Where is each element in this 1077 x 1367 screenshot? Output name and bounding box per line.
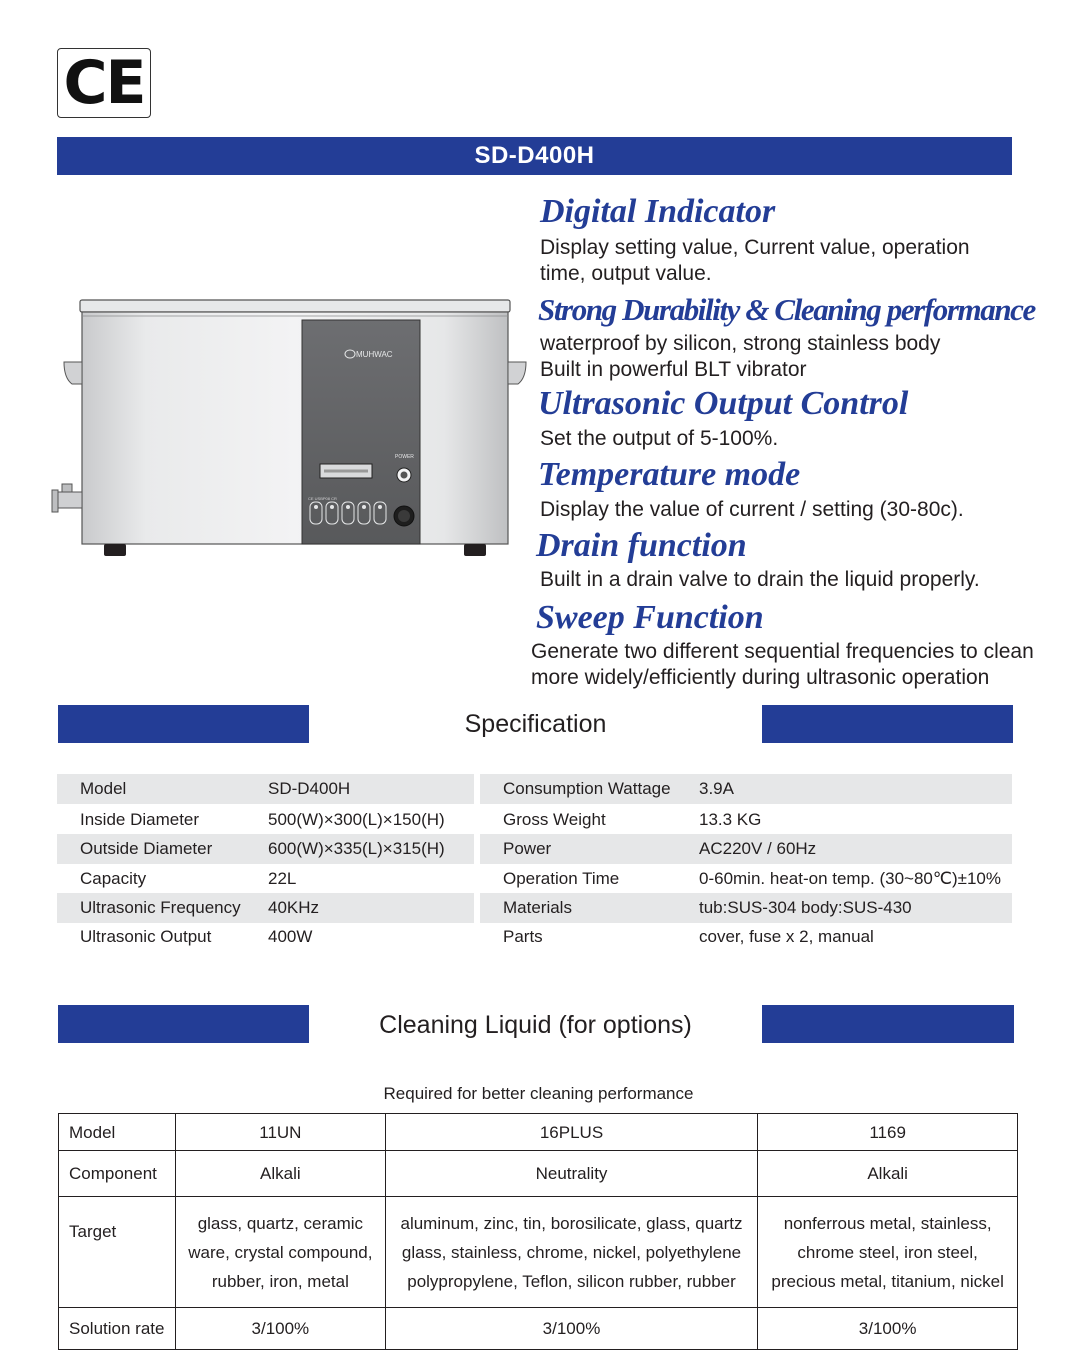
spec-row: [480, 864, 1012, 894]
feature-heading-durability: Strong Durability & Cleaning performance: [538, 292, 1035, 327]
table-cell: Alkali: [175, 1151, 385, 1197]
feature-text-line: Generate two different sequential frequencies to clean: [531, 640, 1034, 663]
spec-key: Materials: [503, 898, 572, 917]
spec-key: Parts: [503, 927, 543, 946]
model-title-bar: [57, 137, 1012, 175]
table-cell: Alkali: [758, 1151, 1018, 1197]
ce-mark-logo: [57, 48, 151, 118]
spec-value: 600(W)×335(L)×315(H): [268, 839, 445, 858]
spec-value: 40KHz: [268, 898, 320, 917]
spec-value: 3.9A: [699, 779, 734, 798]
spec-row: [480, 893, 1012, 923]
spec-key: Ultrasonic Output: [80, 927, 212, 946]
cell-line: chrome steel, iron steel,: [797, 1242, 978, 1262]
spec-header-bar-right: [762, 705, 1013, 743]
table-cell: 11UN: [175, 1114, 385, 1151]
table-cell: [758, 1197, 1018, 1308]
spec-section-title: Specification: [464, 710, 607, 738]
spec-row: [57, 893, 474, 923]
table-cell: Neutrality: [385, 1151, 758, 1197]
spec-row: [57, 864, 474, 894]
feature-heading-output-control: Ultrasonic Output Control: [538, 385, 909, 422]
brand-text: MUHWAC: [356, 350, 393, 359]
spec-key: Capacity: [80, 869, 147, 888]
feature-heading-drain-function: Drain function: [536, 527, 747, 564]
feature-text-line: Built in powerful BLT vibrator: [540, 358, 807, 381]
feature-text-line: Set the output of 5-100%.: [540, 427, 779, 450]
feature-heading-digital-indicator: Digital Indicator: [540, 193, 776, 230]
spec-value: 0-60min. heat-on temp. (30~80℃)±10%: [699, 869, 1001, 888]
ultrasonic-cleaner-illustration: [48, 292, 530, 560]
cell-line: rubber, iron, metal: [211, 1271, 349, 1291]
table-cell: [175, 1197, 385, 1308]
feature-text-line: Display the value of current / setting (30-80c).: [540, 498, 964, 521]
feature-text-line: waterproof by silicon, strong stainless body: [540, 332, 941, 355]
spec-key: Ultrasonic Frequency: [80, 898, 241, 917]
table-cell: 16PLUS: [385, 1114, 758, 1151]
table-row: [59, 1197, 1018, 1308]
spec-key: Consumption Wattage: [503, 779, 671, 798]
model-title: SD-D400H: [474, 142, 595, 169]
spec-row: [480, 922, 1012, 952]
cell-line: nonferrous metal, stainless,: [783, 1213, 992, 1233]
table-cell: [385, 1197, 758, 1308]
spec-value: 400W: [268, 927, 313, 946]
cell-line: precious metal, titanium, nickel: [771, 1271, 1004, 1291]
table-cell: 3/100%: [758, 1308, 1018, 1350]
row-label: Target: [59, 1197, 176, 1308]
cell-line: ware, crystal compound,: [188, 1242, 373, 1262]
liquid-section-title: Cleaning Liquid (for options): [379, 1011, 692, 1039]
spec-value: 13.3 KG: [699, 810, 762, 829]
spec-row: [480, 805, 1012, 835]
spec-value: AC220V / 60Hz: [699, 839, 817, 858]
cleaning-liquid-table: [58, 1113, 1018, 1350]
liquid-header-bar-left: [58, 1005, 309, 1043]
spec-row: [57, 774, 474, 804]
spec-row: [57, 922, 474, 952]
spec-row: [57, 805, 474, 835]
feature-text-line: time, output value.: [540, 262, 712, 285]
feature-text-line: Built in a drain valve to drain the liquid properly.: [540, 568, 980, 591]
spec-value: cover, fuse x 2, manual: [699, 927, 874, 946]
spec-key: Model: [80, 779, 127, 798]
table-cell: 1169: [758, 1114, 1018, 1151]
liquid-caption: Required for better cleaning performance: [383, 1084, 694, 1103]
liquid-header-bar-right: [762, 1005, 1014, 1043]
cell-line: polypropylene, Teflon, silicon rubber, rubber: [407, 1271, 736, 1291]
spec-header-bar-left: [58, 705, 309, 743]
panel-small-text: CE USBP08 CR: [308, 496, 337, 501]
spec-key: Gross Weight: [503, 810, 606, 829]
power-label: POWER: [395, 454, 414, 460]
feature-text-line: Display setting value, Current value, operation: [540, 236, 970, 259]
table-row: [59, 1114, 1018, 1151]
table-cell: 3/100%: [175, 1308, 385, 1350]
spec-value: 22L: [268, 869, 297, 888]
spec-key: Inside Diameter: [80, 810, 200, 829]
feature-heading-temperature-mode: Temperature mode: [538, 456, 801, 493]
spec-key: Operation Time: [503, 869, 620, 888]
spec-value: 500(W)×300(L)×150(H): [268, 810, 445, 829]
spec-row: [57, 834, 474, 864]
spec-key: Power: [503, 839, 552, 858]
table-row: [59, 1151, 1018, 1197]
feature-text-line: more widely/efficiently during ultrasonic operation: [531, 666, 990, 689]
ce-mark-text: CE: [63, 48, 145, 118]
row-label: Solution rate: [59, 1308, 176, 1350]
table-row: [59, 1308, 1018, 1350]
spec-value: SD-D400H: [268, 779, 351, 798]
feature-heading-sweep-function: Sweep Function: [536, 599, 764, 636]
row-label: Model: [59, 1114, 176, 1151]
spec-key: Outside Diameter: [80, 839, 213, 858]
spec-value: tub:SUS-304 body:SUS-430: [699, 898, 912, 917]
spec-row: [480, 774, 1012, 804]
row-label: Component: [59, 1151, 176, 1197]
cell-line: glass, stainless, chrome, nickel, polyethylene: [401, 1242, 742, 1262]
cell-line: glass, quartz, ceramic: [197, 1213, 364, 1233]
spec-row: [480, 834, 1012, 864]
cell-line: aluminum, zinc, tin, borosilicate, glass, quartz: [400, 1213, 743, 1233]
table-cell: 3/100%: [385, 1308, 758, 1350]
